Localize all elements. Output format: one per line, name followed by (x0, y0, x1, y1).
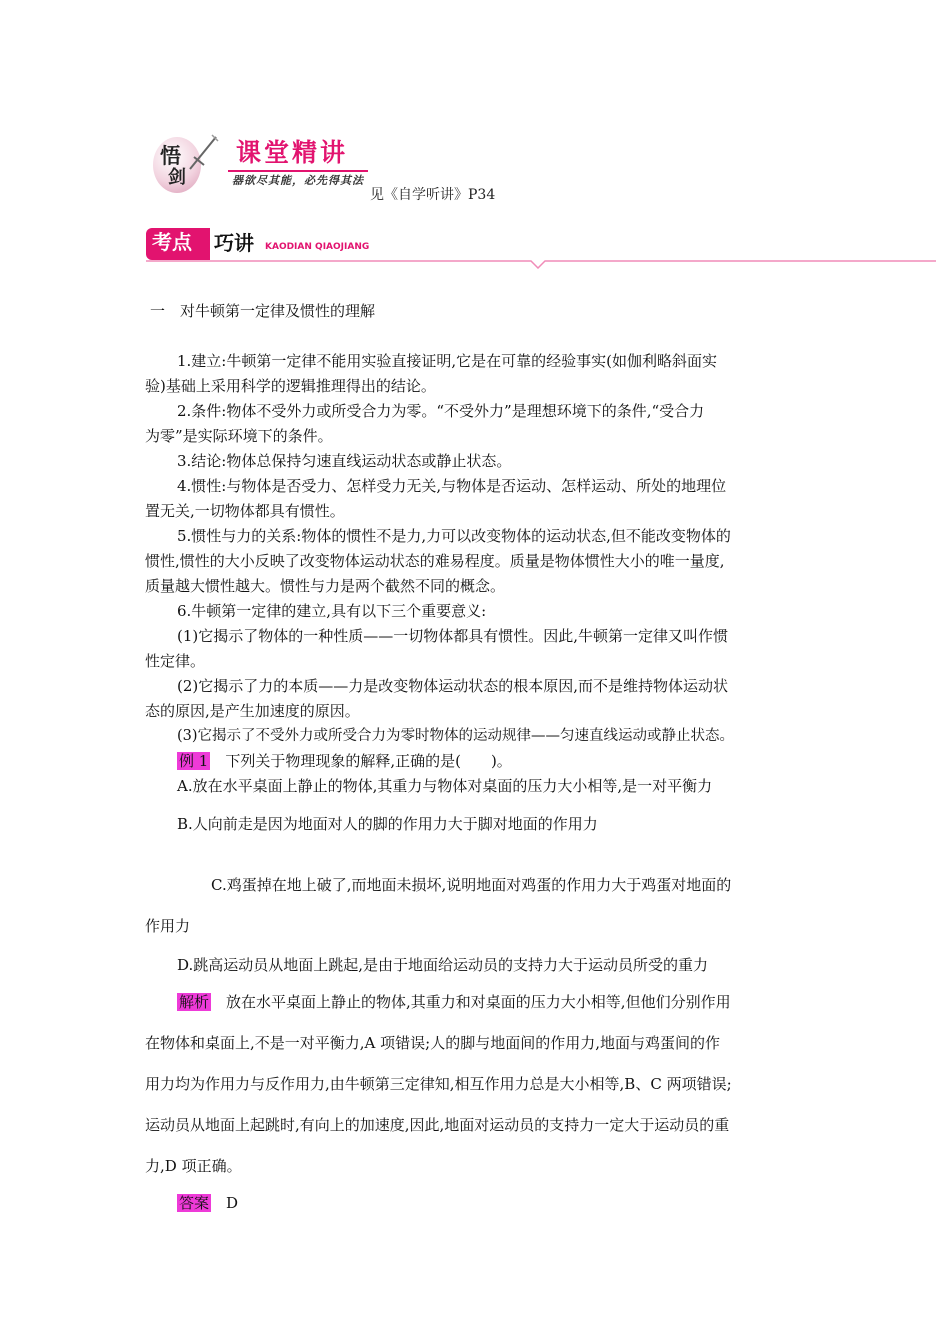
option-b: B.人向前走是因为地面对人的脚的作用力大于脚对地面的作用力 (177, 815, 598, 833)
para-6-1-line-2: 性定律。 (145, 652, 206, 670)
option-a: A.放在水平桌面上静止的物体,其重力与物体对桌面的压力大小相等,是一对平衡力 (177, 777, 713, 795)
option-d: D.跳高运动员从地面上跳起,是由于地面给运动员的支持力大于运动员所受的重力 (177, 956, 709, 974)
analysis-line-4: 运动员从地面上起跳时,有向上的加速度,因此,地面对运动员的支持力一定大于运动员的重 (145, 1116, 730, 1134)
option-c-line-1: C.鸡蛋掉在地上破了,而地面未损坏,说明地面对鸡蛋的作用力大于鸡蛋对地面的 (211, 876, 732, 894)
para-6-2-line-2: 态的原因,是产生加速度的原因。 (145, 702, 360, 720)
answer-row (177, 1196, 238, 1211)
option-c-line-2: 作用力 (145, 917, 191, 935)
logo-char-top: 悟 (160, 143, 181, 168)
sword-icon (186, 133, 220, 173)
section-heading: 一 对牛顿第一定律及惯性的理解 (150, 302, 376, 320)
example-row (177, 754, 512, 769)
para-1-line-2: 验)基础上采用科学的逻辑推理得出的结论。 (145, 377, 436, 395)
para-6-1-line-1: (1)它揭示了物体的一种性质——一切物体都具有惯性。因此,牛顿第一定律又叫作惯 (177, 627, 729, 645)
analysis-line-1: 放在水平桌面上静止的物体,其重力和对桌面的压力大小相等,但他们分别作用 (226, 993, 731, 1011)
para-6-2-line-1: (2)它揭示了力的本质——力是改变物体运动状态的根本原因,而不是维持物体运动状 (177, 677, 729, 695)
analysis-line-3: 用力均为作用力与反作用力,由牛顿第三定律知,相互作用力总是大小相等,B、C 两项错误; (145, 1075, 732, 1093)
banner-label: 巧讲 (214, 231, 254, 255)
example-tag: 例 1 (179, 752, 209, 770)
para-6-3: (3)它揭示了不受外力或所受合力为零时物体的运动规律——匀速直线运动或静止状态。 (177, 728, 735, 744)
section-title: 课堂精讲 (236, 138, 349, 167)
para-2-line-2: 为零”是实际环境下的条件。 (145, 427, 333, 445)
example-question: 下列关于物理现象的解释,正确的是( )。 (225, 752, 512, 770)
banner-pinyin: KAODIAN QIAOJIANG (265, 242, 370, 252)
para-5-line-1: 5.惯性与力的关系:物体的惯性不是力,力可以改变物体的运动状态,但不能改变物体的 (177, 527, 731, 545)
logo-char-bottom: 剑 (168, 167, 186, 188)
analysis-line-2: 在物体和桌面上,不是一对平衡力,A 项错误;人的脚与地面间的作用力,地面与鸡蛋间的作 (145, 1034, 720, 1052)
para-4-line-2: 置无关,一切物体都具有惯性。 (145, 502, 345, 520)
para-2-line-1: 2.条件:物体不受外力或所受合力为零。“不受外力”是理想环境下的条件,“受合力 (177, 402, 705, 420)
para-6: 6.牛顿第一定律的建立,具有以下三个重要意义: (177, 602, 487, 620)
title-underline (228, 170, 368, 172)
para-5-line-3: 质量越大惯性越大。惯性与力是两个截然不同的概念。 (145, 577, 506, 595)
para-3: 3.结论:物体总保持匀速直线运动状态或静止状态。 (177, 452, 512, 470)
analysis-row (177, 995, 731, 1010)
slogan: 器欲尽其能，必先得其法 (232, 174, 364, 187)
reference-note: 见《自学听讲》P34 (370, 187, 496, 203)
para-5-line-2: 惯性,惯性的大小反映了改变物体运动状态的难易程度。质量是物体惯性大小的唯一量度, (145, 552, 725, 570)
banner-divider (146, 259, 936, 269)
banner-tab-label: 考点 (152, 230, 192, 254)
answer-tag: 答案 (179, 1194, 210, 1212)
answer-value: D (226, 1194, 239, 1212)
analysis-line-5: 力,D 项正确。 (145, 1157, 242, 1175)
para-4-line-1: 4.惯性:与物体是否受力、怎样受力无关,与物体是否运动、怎样运动、所处的地理位 (177, 477, 727, 495)
para-1-line-1: 1.建立:牛顿第一定律不能用实验直接证明,它是在可靠的经验事实(如伽利略斜面实 (177, 352, 717, 370)
analysis-tag: 解析 (179, 993, 210, 1011)
